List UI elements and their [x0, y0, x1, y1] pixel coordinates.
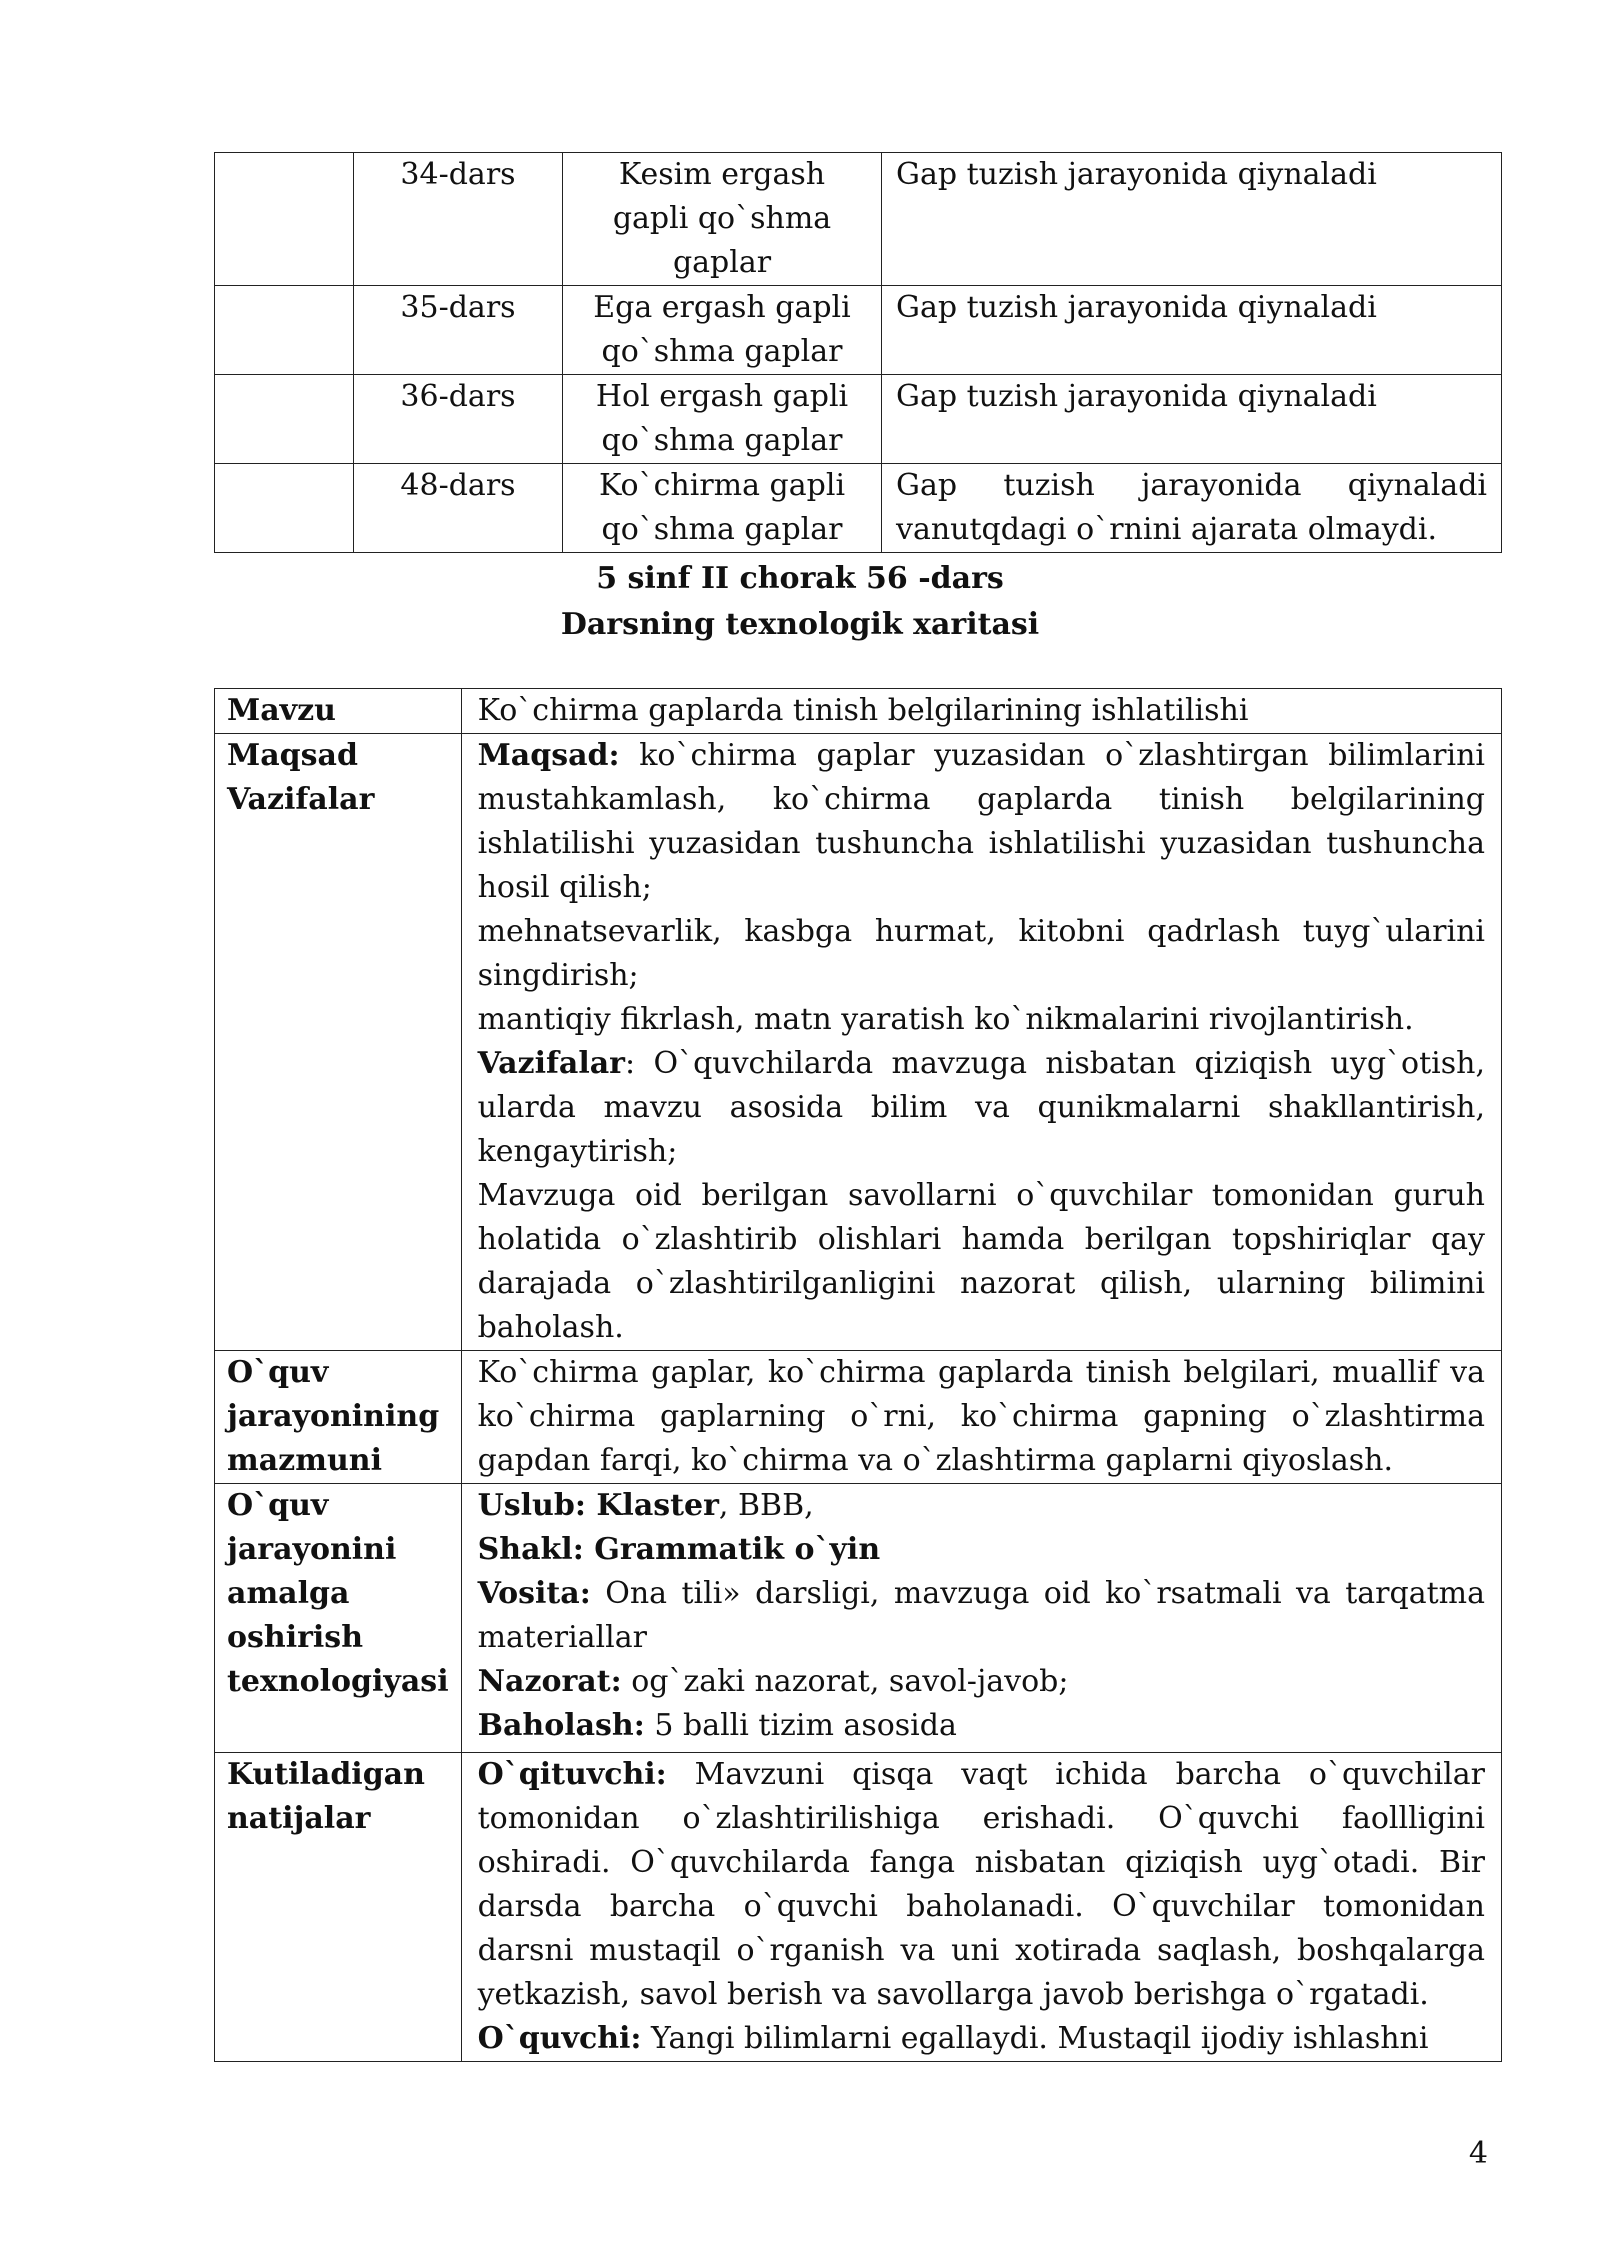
uslub-line — [478, 1484, 1485, 1528]
vosita-line — [478, 1572, 1485, 1660]
oqituvchi-text: Mavzuni qisqa vaqt ichida barcha o`quvchilar tomonidan o`zlashtirilishiga erishadi. O`quvchi faollligini oshiradi. O`quvchilarda fanga nisbatan qiziqish uyg`otadi. Bir darsda barcha o`quvchi baholanadi. O`quvchilar tomonidan darsni mustaqil o`rganish va uni xotirada saqlash, boshqalarga yetkazish, savol berish va savollarga javob berishga o`rgatadi. — [477, 1757, 1485, 2012]
row-number-cell — [215, 153, 354, 286]
row-number-cell — [215, 464, 354, 553]
baholash-line — [478, 1704, 1485, 1748]
row-number-cell — [215, 375, 354, 464]
topic-cell: Ko`chirma gapli qo`shma gaplar — [563, 464, 882, 553]
vosita-text: Ona tili» darsligi, mavzuga oid ko`rsatmali va tarqatma materiallar — [477, 1576, 1485, 1655]
oqituvchi-paragraph — [478, 1753, 1485, 2017]
maqsad-paragraph — [478, 734, 1485, 910]
table-row — [215, 286, 1502, 375]
maqsad-value-cell — [461, 734, 1501, 1351]
note-cell: Gap tuzish jarayonida qiynaladi — [882, 153, 1502, 286]
mazmun-label: O`quv jarayonining mazmuni — [215, 1351, 462, 1484]
lesson-cell: 48-dars — [354, 464, 563, 553]
topic-cell: Ega ergash gapli qo`shma gaplar — [563, 286, 882, 375]
maqsad-title: Maqsad: — [477, 738, 620, 773]
note-cell: Gap tuzish jarayonida qiynaladi — [882, 375, 1502, 464]
lesson-cell: 36-dars — [354, 375, 563, 464]
table-row — [215, 734, 1502, 1351]
oquvchi-title: O`quvchi: — [477, 2021, 642, 2056]
topic-cell: Kesim ergash gapli qo`shma gaplar — [563, 153, 882, 286]
table-row — [215, 153, 1502, 286]
texnologiya-label: O`quv jarayonini amalga oshirish texnologiyasi — [215, 1484, 462, 1753]
uslub-text: , BBB, — [718, 1488, 814, 1523]
note-cell: Gap tuzish jarayonida qiynaladi vanutqdagi o`rnini ajarata olmaydi. — [882, 464, 1502, 553]
lesson-cell: 34-dars — [354, 153, 563, 286]
section-heading — [0, 556, 1600, 648]
baholash-title: Baholash: — [477, 1708, 645, 1743]
mavzu-label: Mavzu — [215, 689, 462, 734]
oquvchi-paragraph — [478, 2017, 1485, 2061]
nazorat-line — [478, 1660, 1485, 1704]
table-row — [215, 464, 1502, 553]
vazifalar-label: Vazifalar — [227, 782, 375, 817]
vosita-title: Vosita: — [477, 1576, 591, 1611]
maqsad-label: Maqsad — [227, 738, 358, 773]
oquvchi-text: Yangi bilimlarni egallaydi. Mustaqil ijodiy ishlashni — [641, 2021, 1429, 2056]
shakl-line: Shakl: Grammatik o`yin — [477, 1532, 881, 1567]
maqsad-line-3: mantiqiy fikrlash, matn yaratish ko`nikmalarini rivojlantirish. — [477, 1002, 1414, 1037]
table-row — [215, 375, 1502, 464]
natijalar-label: Kutiladigan natijalar — [215, 1753, 462, 2062]
lessons-table — [214, 152, 1502, 553]
vazifalar-text: : O`quvchilarda mavzuga nisbatan qiziqish uyg`otish, ularda mavzu asosida bilim va qunikmalarni shakllantirish, kengaytirish; — [477, 1046, 1485, 1169]
lesson-cell: 35-dars — [354, 286, 563, 375]
table-row — [215, 1753, 1502, 2062]
topic-cell: Hol ergash gapli qo`shma gaplar — [563, 375, 882, 464]
natijalar-value-cell — [461, 1753, 1501, 2062]
vazifalar-paragraph — [478, 1042, 1485, 1174]
table-row — [215, 1351, 1502, 1484]
maqsad-text: ko`chirma gaplar yuzasidan o`zlashtirgan bilimlarini mustahkamlash, ko`chirma gaplarda tinish belgilarining ishlatilishi yuzasidan tushuncha ishlatilishi yuzasidan tushuncha hosil qilish; — [477, 738, 1485, 905]
nazorat-text: og`zaki nazorat, savol-javob; — [621, 1664, 1069, 1699]
table-row — [215, 1484, 1502, 1753]
row-number-cell — [215, 286, 354, 375]
uslub-title: Uslub: Klaster — [477, 1488, 719, 1523]
vazifalar-line-2: Mavzuga oid berilgan savollarni o`quvchilar tomonidan guruh holatida o`zlashtirib olishlari hamda berilgan topshiriqlar qay darajada o`zlashtirilganligini nazorat qilish, ularning bilimini baholash. — [477, 1178, 1485, 1345]
maqsad-line-2: mehnatsevarlik, kasbga hurmat, kitobni qadrlash tuyg`ularini singdirish; — [477, 914, 1485, 993]
mavzu-value: Ko`chirma gaplarda tinish belgilarining ishlatilishi — [461, 689, 1501, 734]
technology-map-table — [214, 688, 1502, 2062]
vazifalar-title: Vazifalar — [477, 1046, 625, 1081]
oqituvchi-title: O`qituvchi: — [477, 1757, 667, 1792]
table-row — [215, 689, 1502, 734]
mazmun-value: Ko`chirma gaplar, ko`chirma gaplarda tinish belgilari, muallif va ko`chirma gaplarning o`rni, ko`chirma gapning o`zlashtirma gapdan farqi, ko`chirma va o`zlashtirma gaplarni qiyoslash. — [461, 1351, 1501, 1484]
baholash-text: 5 balli tizim asosida — [644, 1708, 957, 1743]
nazorat-title: Nazorat: — [477, 1664, 622, 1699]
texnologiya-value-cell — [461, 1484, 1501, 1753]
map-title: Darsning texnologik xaritasi — [560, 607, 1040, 642]
page-number: 4 — [1468, 2136, 1488, 2171]
maqsad-label-cell — [215, 734, 462, 1351]
lesson-title: 5 sinf II chorak 56 -dars — [596, 561, 1004, 596]
note-cell: Gap tuzish jarayonida qiynaladi — [882, 286, 1502, 375]
